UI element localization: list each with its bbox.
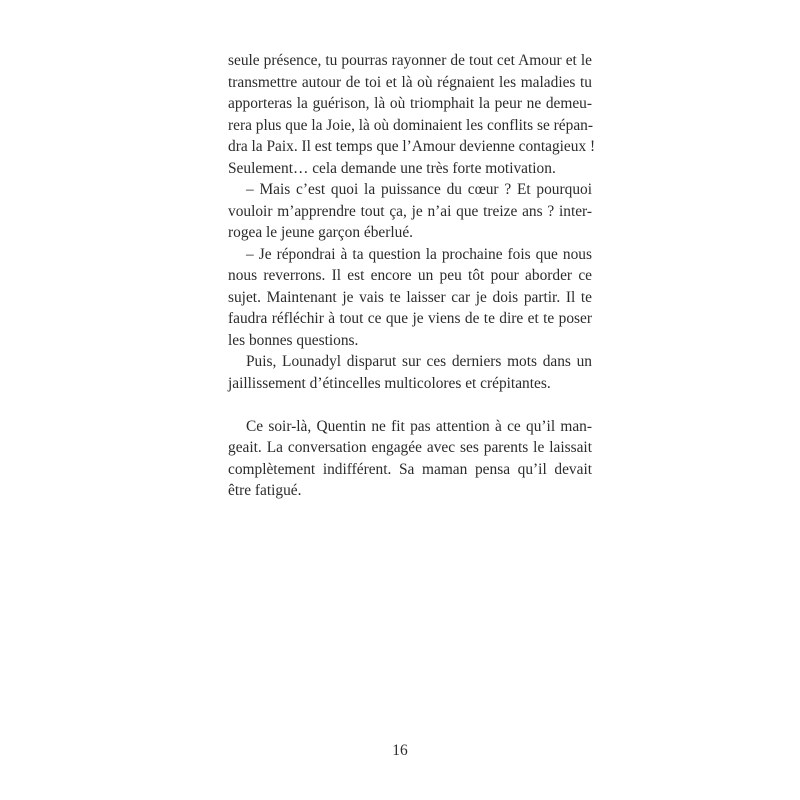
text-line: vouloir m’apprendre tout ça, je n’ai que treize ans ? inter- (228, 202, 592, 220)
page-body (228, 50, 596, 502)
text-line: rogea le jeune garçon éberlué. (228, 224, 414, 241)
text-line: être fatigué. (228, 482, 302, 499)
paragraph (228, 50, 596, 179)
paragraph (228, 244, 592, 352)
text-line: dra la Paix. Il est temps que l’Amour devienne contagieux ! (228, 138, 596, 155)
text-line: Puis, Lounadyl disparut sur ces derniers mots dans un (246, 353, 592, 370)
text-line: sujet. Maintenant je vais te laisser car je dois partir. Il te (228, 288, 592, 306)
text-line: nous reverrons. Il est encore un peu tôt pour aborder ce (228, 267, 592, 284)
text-line: les bonnes questions. (228, 331, 359, 349)
text-line: transmettre autour de toi et là où régnaient les maladies tu (228, 73, 592, 91)
text-line: complètement indifférent. Sa maman pensa qu’il devait (228, 460, 592, 478)
text-line: seule présence, tu pourras rayonner de tout cet Amour et le (228, 52, 592, 69)
text-line: Ce soir-là, Quentin ne fit pas attention à ce qu’il man- (246, 417, 592, 435)
page-number: 16 (392, 742, 408, 759)
text-line: apporteras la guérison, là où triomphait la peur ne demeu- (228, 95, 592, 112)
paragraph (228, 416, 592, 502)
text-line: jaillissement d’étincelles multicolores et crépitantes. (228, 374, 551, 392)
text-line: Seulement… cela demande une très forte motivation. (228, 159, 556, 177)
text-line: rera plus que la Joie, là où dominaient les conflits se répan- (228, 116, 593, 134)
paragraph (228, 179, 592, 244)
section-break (228, 394, 592, 416)
paragraph (228, 351, 592, 394)
text-line: – Je répondrai à ta question la prochaine fois que nous (246, 245, 592, 263)
text-line: faudra réfléchir à tout ce que je viens de te dire et te poser (228, 310, 592, 327)
text-line: geait. La conversation engagée avec ses parents le laissait (228, 439, 592, 456)
text-line: – Mais c’est quoi la puissance du cœur ? Et pourquoi (246, 181, 592, 198)
